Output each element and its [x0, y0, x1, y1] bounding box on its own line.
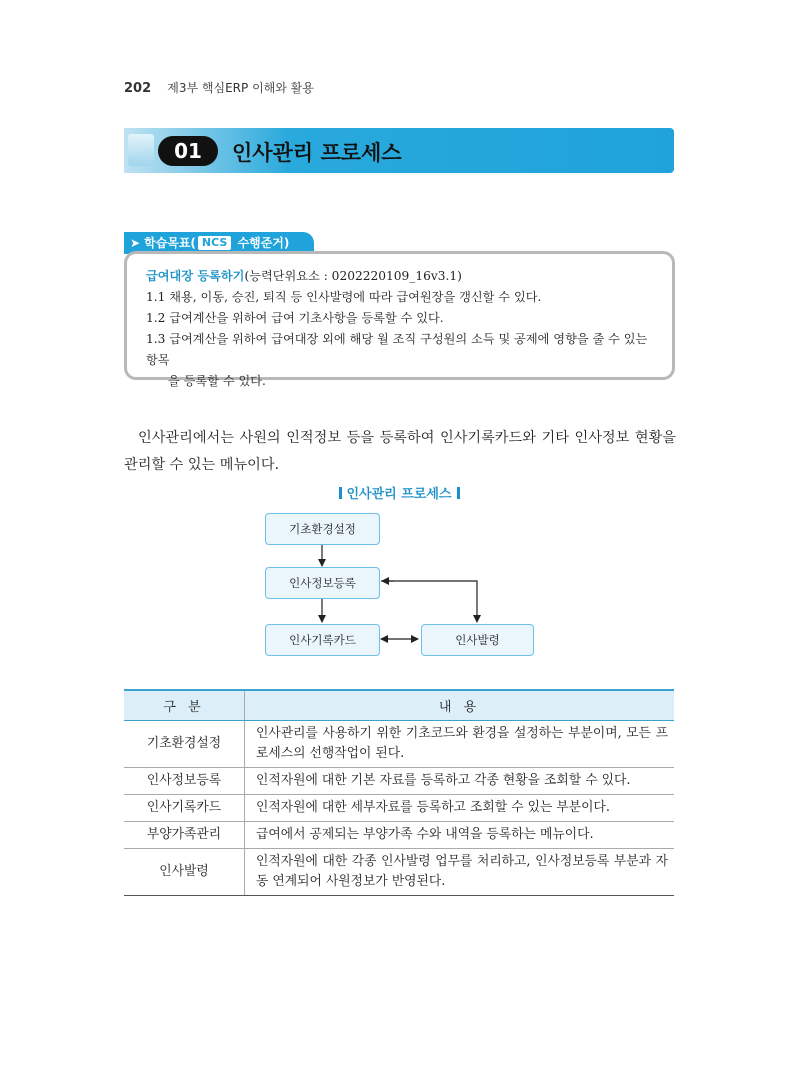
learning-goal-tab-label: 학습목표(: [144, 236, 196, 250]
table-cell-name: 부양가족관리: [124, 822, 245, 849]
table-header-category: 구 분: [124, 690, 245, 721]
arrow-right-icon: ➤: [130, 236, 141, 250]
flow-node-appointment: 인사발령: [421, 624, 534, 656]
figure-title-text: 인사관리 프로세스: [346, 487, 452, 502]
table-cell-name: 기초환경설정: [124, 721, 245, 768]
table-cell-desc: 인적자원에 대한 세부자료를 등록하고 조회할 수 있는 부분이다.: [245, 795, 675, 822]
table-row: [124, 822, 674, 849]
goal-item: 1.1 채용, 이동, 승진, 퇴직 등 인사발령에 따라 급여원장을 갱신할 수 있다.: [146, 290, 542, 304]
table-cell-name: 인사기록카드: [124, 795, 245, 822]
process-table: [124, 689, 674, 896]
body-paragraph: 인사관리에서는 사원의 인적정보 등을 등록하여 인사기록카드와 기타 인사정보 현황을 관리할 수 있는 메뉴이다.: [124, 430, 676, 474]
flow-node-info-register: 인사정보등록: [265, 567, 380, 599]
table-header-row: [124, 690, 674, 721]
page-number: 202: [124, 81, 152, 96]
chapter-number: 01: [158, 136, 218, 166]
table-cell-desc: 인사관리를 사용하기 위한 기초코드와 환경을 설정하는 부분이며, 모든 프로세스의 선행작업이 된다.: [245, 721, 675, 768]
table-row: [124, 849, 674, 896]
table-row: [124, 795, 674, 822]
learning-goal-tab-suffix: 수행준거): [237, 236, 290, 250]
goal-item: 1.2 급여계산을 위하여 급여 기초사항을 등록할 수 있다.: [146, 311, 444, 325]
table-cell-desc: 인적자원에 대한 각종 인사발령 업무를 처리하고, 인사정보등록 부분과 자동 연계되어 사원정보가 반영된다.: [245, 849, 675, 896]
goal-item-continued: 을 등록할 수 있다.: [168, 374, 266, 388]
arrow-register-to-appointment: [381, 581, 477, 622]
table-cell-name: 인사발령: [124, 849, 245, 896]
chapter-title: 인사관리 프로세스: [232, 141, 402, 165]
goal-item: 1.3 급여계산을 위하여 급여대장 외에 해당 월 조직 구성원의 소득 및 공제에 영향을 줄 수 있는 항목: [146, 332, 648, 367]
table-header-content: 내 용: [245, 690, 675, 721]
flow-node-basic-setup: 기초환경설정: [265, 513, 380, 545]
goal-unit: (능력단위요소 : 0202220109_16v3.1): [244, 269, 462, 283]
table-cell-desc: 인적자원에 대한 기본 자료를 등록하고 각종 현황을 조회할 수 있다.: [245, 768, 675, 795]
table-row: [124, 721, 674, 768]
ncs-label: NCS: [201, 236, 228, 249]
table-cell-desc: 급여에서 공제되는 부양가족 수와 내역을 등록하는 메뉴이다.: [245, 822, 675, 849]
goal-heading: 급여대장 등록하기: [146, 269, 245, 283]
flow-node-record-card: 인사기록카드: [265, 624, 380, 656]
table-cell-name: 인사정보등록: [124, 768, 245, 795]
table-row: [124, 768, 674, 795]
book-part-title: 제3부 핵심ERP 이해와 활용: [167, 81, 314, 95]
